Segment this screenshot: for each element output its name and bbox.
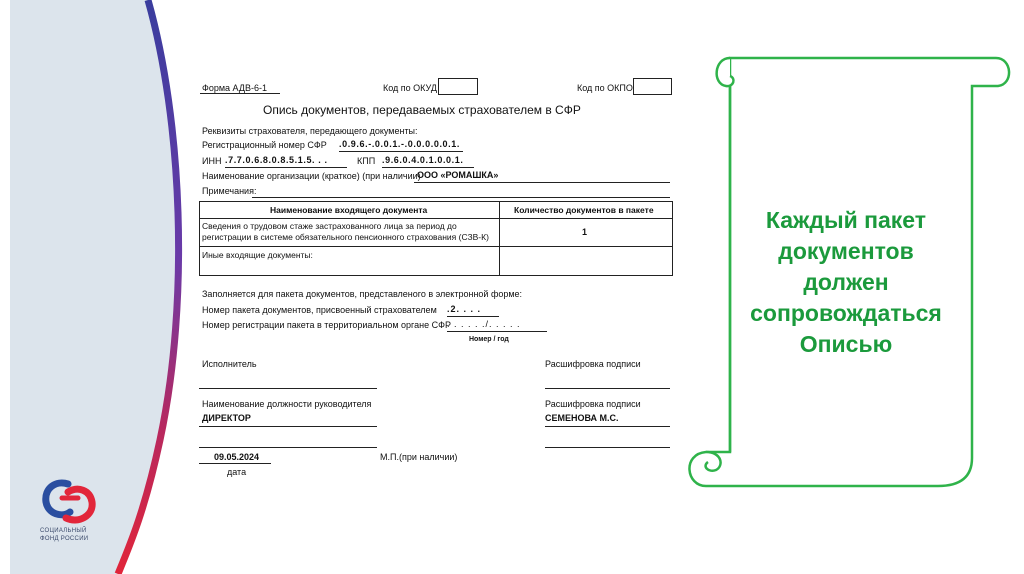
reg-number-value: .0.9.6.-.0.0.1.-.0.0.0.0.0.1. [339,139,460,149]
number-year-caption: Номер / год [469,336,509,343]
electronic-note: Заполняется для пакета документов, представленого в электронной форме: [202,289,523,299]
reg-package-underline [447,331,547,332]
executor-signature-line [199,388,377,389]
reg-number-label: Регистрационный номер СФР [202,140,327,150]
documents-table [199,201,673,276]
scroll-line-3: должен [803,269,889,295]
org-name-value: ООО «РОМАШКА» [417,170,499,180]
org-name-underline [414,182,670,183]
scroll-line-4: сопровождаться [750,300,942,326]
date-underline [199,463,271,464]
row-1-document-name: Сведения о трудовом стаже застрахованного лица за период до регистрации в системе обязательного пенсионного страхования (СЗВ-К) [202,221,489,242]
table-header-cell-name [200,202,500,219]
head-position-label: Наименование должности руководителя [202,399,372,409]
executor-label: Исполнитель [202,359,257,369]
scroll-line-5: Описью [799,331,893,357]
logo-line-2: ФОНД РОССИИ [40,536,89,542]
table-header-cell-count [500,202,672,219]
org-name-label: Наименование организации (краткое) (при наличии) [202,171,421,181]
package-number-value: .2. . . . [447,304,482,314]
form-code-label: Форма АДВ-6-1 [202,83,267,93]
signature-decode-underline [545,426,670,427]
okpo-box [633,78,672,95]
form-code-underline [200,93,280,94]
okpo-label: Код по ОКПО [577,83,633,93]
scroll-message [726,205,966,360]
kpp-underline [382,167,474,168]
signature-decode-label-2: Расшифровка подписи [545,399,641,409]
okud-label: Код по ОКУД [383,83,437,93]
signature-decode-label-1: Расшифровка подписи [545,359,641,369]
head-position-value: ДИРЕКТОР [202,413,251,423]
head-signature-line [199,447,377,448]
kpp-label: КПП [357,156,376,166]
scroll-line-2: документов [778,238,914,264]
row-2-document-name: Иные входящие документы: [202,250,313,260]
logo-line-1: СОЦИАЛЬНЫЙ [40,528,87,534]
reg-package-label: Номер регистрации пакета в территориальном органе СФР [202,320,451,330]
requisites-label: Реквизиты страхователя, передающего документы: [202,126,418,136]
table-row-2-name [200,247,500,275]
inn-underline [225,167,347,168]
table-row-2-count [500,247,672,275]
inn-value: .7.7.0.6.8.0.8.5.1.5. . . [225,155,328,165]
stamp-label: М.П.(при наличии) [380,452,458,462]
date-value: 09.05.2024 [214,452,260,462]
date-caption: дата [227,467,247,477]
head-position-underline [199,426,377,427]
table-row-1-count [500,219,672,247]
row-1-count: 1 [582,227,588,237]
notes-underline [252,197,670,198]
reg-package-value: . . . . . ./. . . . . [447,319,521,329]
signature-decode-line-1 [545,388,670,389]
package-number-label: Номер пакета документов, присвоенный страхователем [202,305,437,315]
signature-decode-value: СЕМЕНОВА М.С. [545,413,619,423]
kpp-value: .9.6.0.4.0.1.0.0.1. [382,155,464,165]
table-row-1-name [200,219,500,247]
head-signature-decode-line [545,447,670,448]
package-number-underline [447,316,499,317]
col-header-name: Наименование входящего документа [270,205,428,215]
notes-label: Примечания: [202,186,257,196]
document-title: Опись документов, передаваемых страхователем в СФР [263,103,581,117]
inn-label: ИНН [202,156,222,166]
okud-box [438,78,478,95]
scroll-line-1: Каждый пакет [765,207,927,233]
reg-number-underline [339,151,463,152]
col-header-count: Количество документов в пакете [514,205,654,215]
